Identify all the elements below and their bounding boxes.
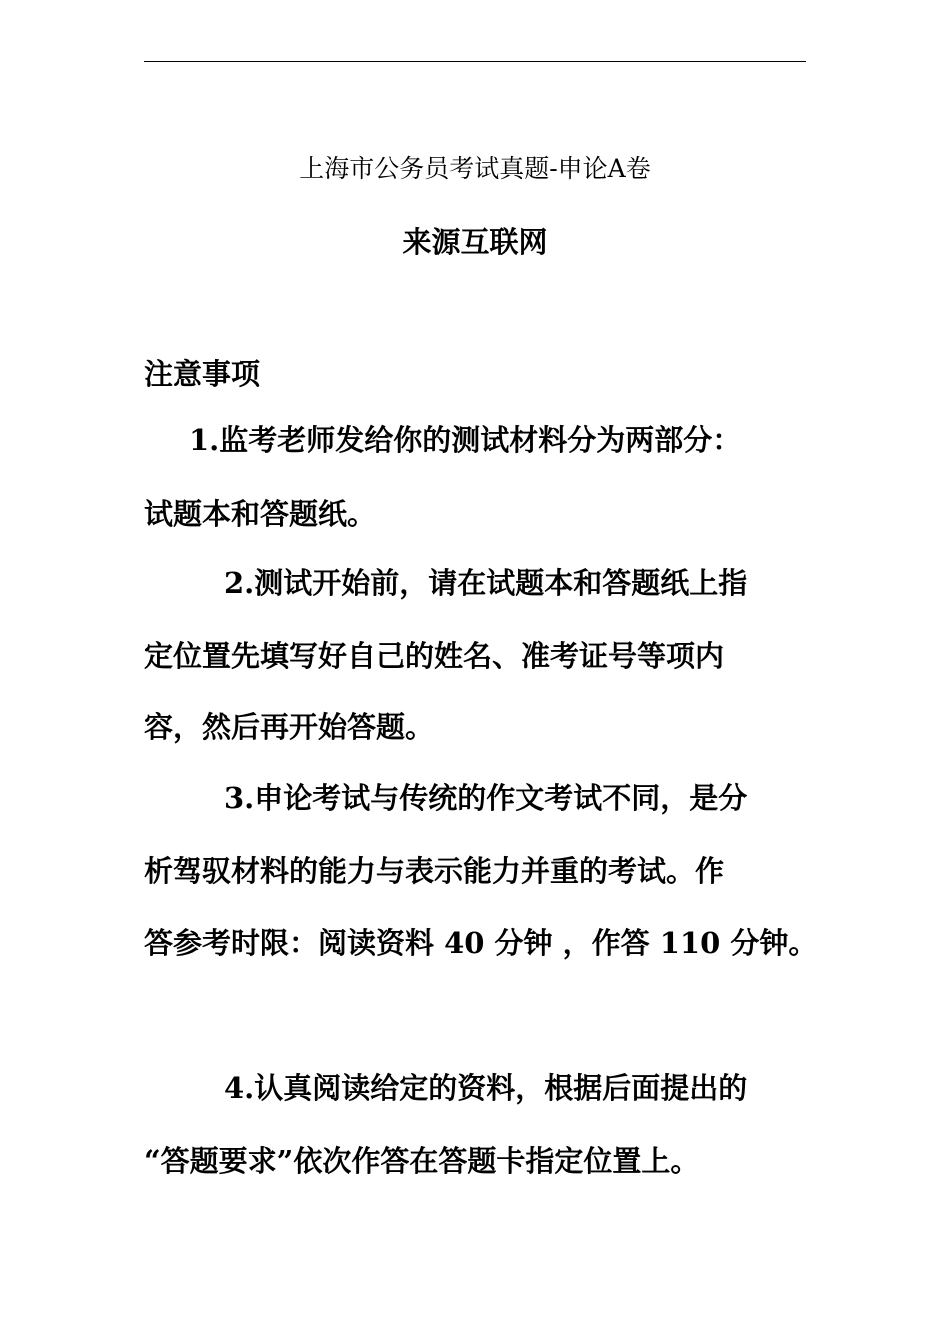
notice-item-3-line-2: 析驾驭材料的能力与表示能力并重的考试。作: [144, 854, 725, 888]
document-title: 上海市公务员考试真题-申论A卷: [299, 154, 651, 183]
notice-heading: 注意事项: [144, 357, 261, 391]
notice-item-4-line-2: “答题要求”依次作答在答题卡指定位置上。: [144, 1144, 700, 1178]
notice-item-1-line-2: 试题本和答题纸。: [144, 497, 377, 531]
notice-item-1-line-1: 1.监考老师发给你的测试材料分为两部分：: [189, 423, 742, 457]
notice-item-2-line-3: 容，然后再开始答题。: [144, 710, 435, 744]
notice-item-2-line-1: 2.测试开始前，请在试题本和答题纸上指: [224, 566, 748, 600]
notice-item-3-line-3: 答参考时限：阅读资料 40 分钟 ，作答 110 分钟。: [144, 926, 818, 960]
notice-item-4-line-1: 4.认真阅读给定的资料，根据后面提出的: [224, 1071, 748, 1105]
header-rule: [144, 61, 806, 62]
notice-item-3-line-1: 3.申论考试与传统的作文考试不同，是分: [224, 781, 748, 815]
document-subtitle: 来源互联网: [402, 225, 548, 259]
notice-item-2-line-2: 定位置先填写好自己的姓名、准考证号等项内: [144, 639, 725, 673]
